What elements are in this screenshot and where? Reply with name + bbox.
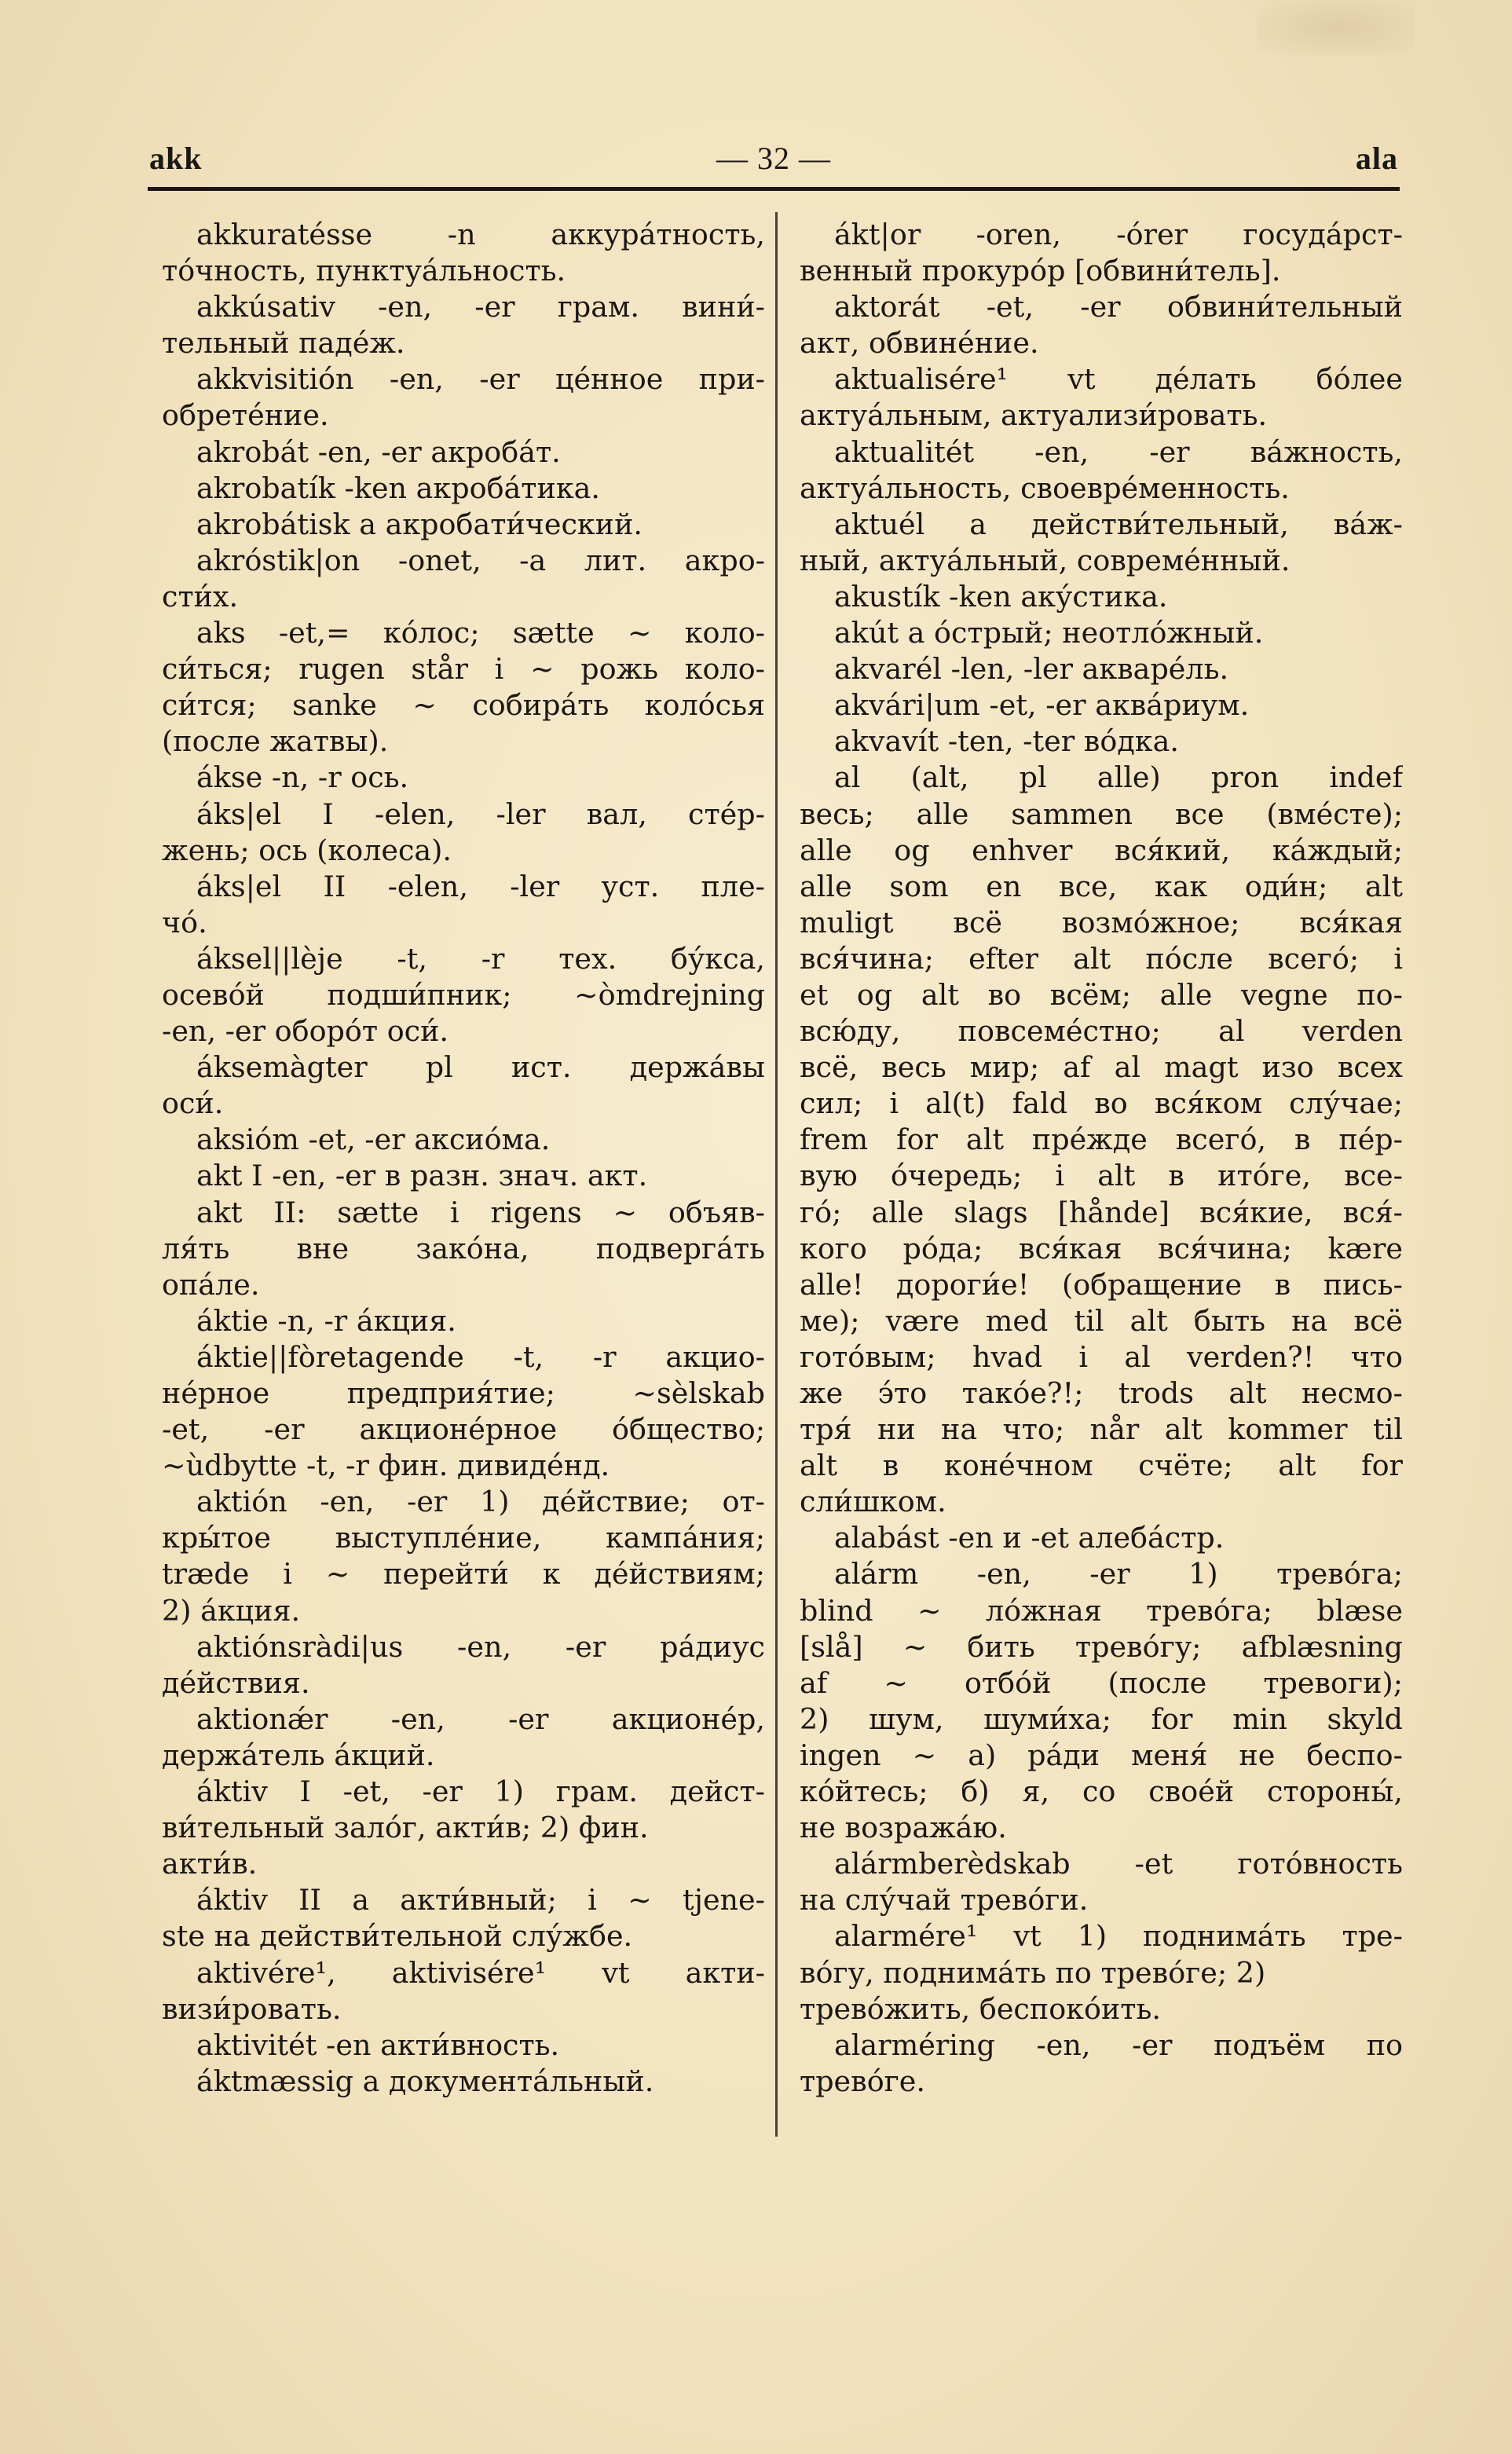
entry-headword-line: áksemàgter pl ист. держа́вы [196,1050,765,1085]
entry-headword-line: akút a о́стрый; неотло́жный. [834,616,1264,650]
entry-headword-line: aktión -en, -er 1) де́йствие; от- [196,1485,765,1519]
entry-line: обрете́ние. [162,398,329,433]
entry-headword-line: aktivére¹, aktivisére¹ vt акти- [196,1955,765,1990]
entry-line: чо́. [162,905,207,939]
entry-line: опа́ле. [162,1267,260,1302]
entry-headword-line: alármberèdskab -et гото́вность [834,1847,1403,1881]
entry-line: ля́ть вне зако́на, подверга́ть [162,1231,765,1265]
entry-headword-line: alarmére¹ vt 1) поднима́ть тре- [834,1919,1403,1954]
entry-line: -en, -er оборо́т оси́. [162,1014,449,1049]
entry-headword-line: aktiónsràdi|us -en, -er ра́диус [196,1629,765,1664]
entry-line: всё, весь мир; af al magt изо всех [800,1050,1403,1085]
entry-line: актуа́льным, актуализи́ровать. [800,398,1268,433]
entry-line: то́чность, пунктуа́льность. [162,254,566,288]
entry-headword-line: alarméring -en, -er подъём по [834,2027,1403,2062]
entry-headword-line: áktie -n, -r а́кция. [196,1303,456,1338]
entry-headword-line: akvarél -len, -ler акваре́ль. [834,652,1229,687]
entry-line: венный прокуро́р [обвини́тель]. [800,254,1281,288]
entry-line: сти́х. [162,579,239,614]
entry-line: ме); være med til alt быть на всё [800,1303,1403,1338]
page-number: — 32 — [716,141,831,176]
entry-line: осево́й подши́пник; ~òmdrejning [162,977,765,1012]
entry-line: кого ро́да; вся́кая вся́чина; kære [800,1231,1403,1265]
entry-line: alle! дороги́е! (обращение в пись- [800,1267,1403,1302]
entry-headword-line: áktiv II a акти́вный; i ~ tjene- [196,1883,765,1917]
entry-line: (после жатвы). [162,724,389,759]
entry-headword-line: akkvisitión -en, -er це́нное при- [196,362,765,397]
entry-headword-line: aktualitét -en, -er ва́жность, [834,434,1403,469]
entry-headword-line: akvavít -ten, -ter во́дка. [834,724,1179,759]
entry-line: frem for alt пре́жде всего́, в пе́р- [800,1123,1403,1157]
entry-line: гото́вым; hvad i al verden?! что [800,1339,1403,1374]
entry-line: жень; ось (колеса). [162,833,452,867]
entry-line: ~ùdbytte -t, -r фин. дивиде́нд. [162,1449,610,1483]
entry-line: не́рное предприя́тие; ~sèlskab [162,1376,765,1410]
entry-headword-line: ákse -n, -r ось. [196,760,409,795]
entry-line: 2) а́кция. [162,1593,301,1628]
entry-line: де́йствия. [162,1665,310,1700]
entry-line: сли́шком. [800,1485,946,1519]
entry-line: на слу́чай трево́ги. [800,1883,1089,1917]
entry-headword-line: áksel||lèje -t, -r тех. бу́кса, [196,941,765,976]
entry-headword-line: aktualisére¹ vt де́лать бо́лее [834,362,1403,397]
entry-line: et og alt во всём; alle vegne по- [800,977,1403,1012]
entry-line: blind ~ ло́жная трево́га; blæse [800,1593,1403,1628]
entry-line: визи́ровать. [162,1991,342,2026]
page-header [149,140,1398,184]
entry-line: muligt всё возмо́жное; вся́кая [800,905,1403,939]
entry-headword-line: alabást -en и -et алеба́стр. [834,1521,1225,1555]
entry-headword-line: al (alt, pl alle) pron indef [834,760,1403,795]
entry-line: ingen ~ а) ра́ди меня́ не беспо- [800,1738,1403,1772]
entry-headword-line: áktmæssig a документа́льный. [196,2064,654,2098]
entry-line: всю́ду, повсеме́стно; al verden [800,1014,1403,1049]
entry-headword-line: aksióm -et, -er аксио́ма. [196,1123,551,1157]
entry-headword-line: áktiv I -et, -er 1) грам. дейст- [196,1775,765,1809]
entry-headword-line: aktivitét -en акти́вность. [196,2027,560,2062]
entry-line: актуа́льность, своевре́менность. [800,471,1290,505]
entry-line: не возража́ю. [800,1811,1007,1845]
entry-line: акт, обвине́ние. [800,326,1039,361]
entry-line: alle som en все, как оди́н; alt [800,869,1403,903]
entry-headword-line: akvári|um -et, -er аква́риум. [834,688,1250,723]
entry-headword-line: akkuratésse -n аккура́тность, [196,218,765,251]
right-column [800,217,1403,2100]
entry-line: си́тся; sanke ~ собира́ть коло́сья [162,688,765,723]
entry-line: [slå] ~ бить трево́гу; afblæsning [800,1629,1403,1664]
entry-headword-line: akrobátisk a акробати́ческий. [196,507,643,541]
entry-line: ко́йтесь; б) я, со свое́й стороны́, [800,1775,1403,1809]
entry-line: во́гу, поднима́ть по трево́ге; 2) [800,1955,1266,1990]
entry-headword-line: aktionǽr -en, -er акционе́р, [196,1701,765,1736]
entry-line: af ~ отбо́й (после тревоги); [800,1665,1403,1700]
header-rule [148,187,1400,191]
entry-line: си́ться; rugen står i ~ рожь коло- [162,652,765,687]
entry-line: -et, -er акционе́рное о́бщество; [162,1412,765,1447]
entry-headword-line: akróstik|on -onet, -a лит. акро- [196,543,765,577]
header-last-word: ala [1355,141,1398,176]
entry-line: ste на действи́тельной слу́жбе. [162,1919,633,1954]
entry-headword-line: aktorát -et, -er обвини́тельный [834,290,1403,324]
entry-headword-line: akrobatík -ken акроба́тика. [196,471,600,505]
entry-headword-line: akustík -ken аку́стика. [834,579,1168,614]
entry-line: сил; i al(t) fald во вся́ком слу́чае; [800,1086,1403,1121]
entry-headword-line: ákt|or -oren, -órer госуда́рст- [834,218,1403,251]
entry-headword-line: akkúsativ -en, -er грам. вини́- [196,290,765,324]
entry-line: ный, актуа́льный, совреме́нный. [800,543,1291,577]
entry-line: alt в коне́чном счёте; alt for [800,1449,1403,1483]
entry-line: alle og enhver вся́кий, ка́ждый; [800,833,1403,867]
entry-line: тря́ ни на что; når alt kommer til [800,1412,1403,1447]
entry-headword-line: aktuél a действи́тельный, ва́ж- [834,507,1403,541]
entry-headword-line: akt I -en, -er в разн. знач. акт. [196,1159,648,1193]
entry-line: træde i ~ перейти́ к де́йствиям; [162,1557,765,1591]
entry-line: ви́тельный зало́г, акти́в; 2) фин. [162,1811,649,1845]
entry-line: же э́то тако́е?!; trods alt несмо- [800,1376,1403,1410]
entry-line: кры́тое выступле́ние, кампа́ния; [162,1521,765,1555]
entry-line: весь; alle sammen все (вме́сте); [800,797,1403,831]
entry-headword-line: áks|el I -elen, -ler вал, сте́р- [196,797,765,831]
entry-headword-line: akt II: sætte i rigens ~ объяв- [196,1195,765,1229]
entry-headword-line: aks -et,= ко́лос; sætte ~ коло- [196,616,765,650]
entry-line: трево́ге. [800,2064,926,2098]
paper-stain [1257,0,1414,55]
entry-line: вся́чина; efter alt по́сле всего́; i [800,941,1403,976]
entry-line: 2) шум, шуми́ха; for min skyld [800,1701,1403,1736]
entry-line: акти́в. [162,1847,258,1881]
entry-line: оси́. [162,1086,224,1121]
entry-line: трево́жить, беспоко́ить. [800,1991,1161,2026]
entry-line: го́; alle slags [hånde] вся́кие, вся́- [800,1195,1403,1229]
column-divider [775,212,778,2137]
entry-headword-line: áktie||fòretagende -t, -r акцио- [196,1339,765,1374]
header-first-word: akk [149,141,203,176]
left-column [162,217,765,2100]
entry-line: тельный паде́ж. [162,326,405,361]
entry-line: держа́тель а́кций. [162,1738,435,1772]
entry-headword-line: akrobát -en, -er акроба́т. [196,434,561,469]
entry-headword-line: alárm -en, -er 1) трево́га; [834,1557,1403,1591]
entry-headword-line: áks|el II -elen, -ler уст. пле- [196,869,765,903]
entry-line: вую о́чередь; i alt в ито́ге, все- [800,1159,1403,1193]
